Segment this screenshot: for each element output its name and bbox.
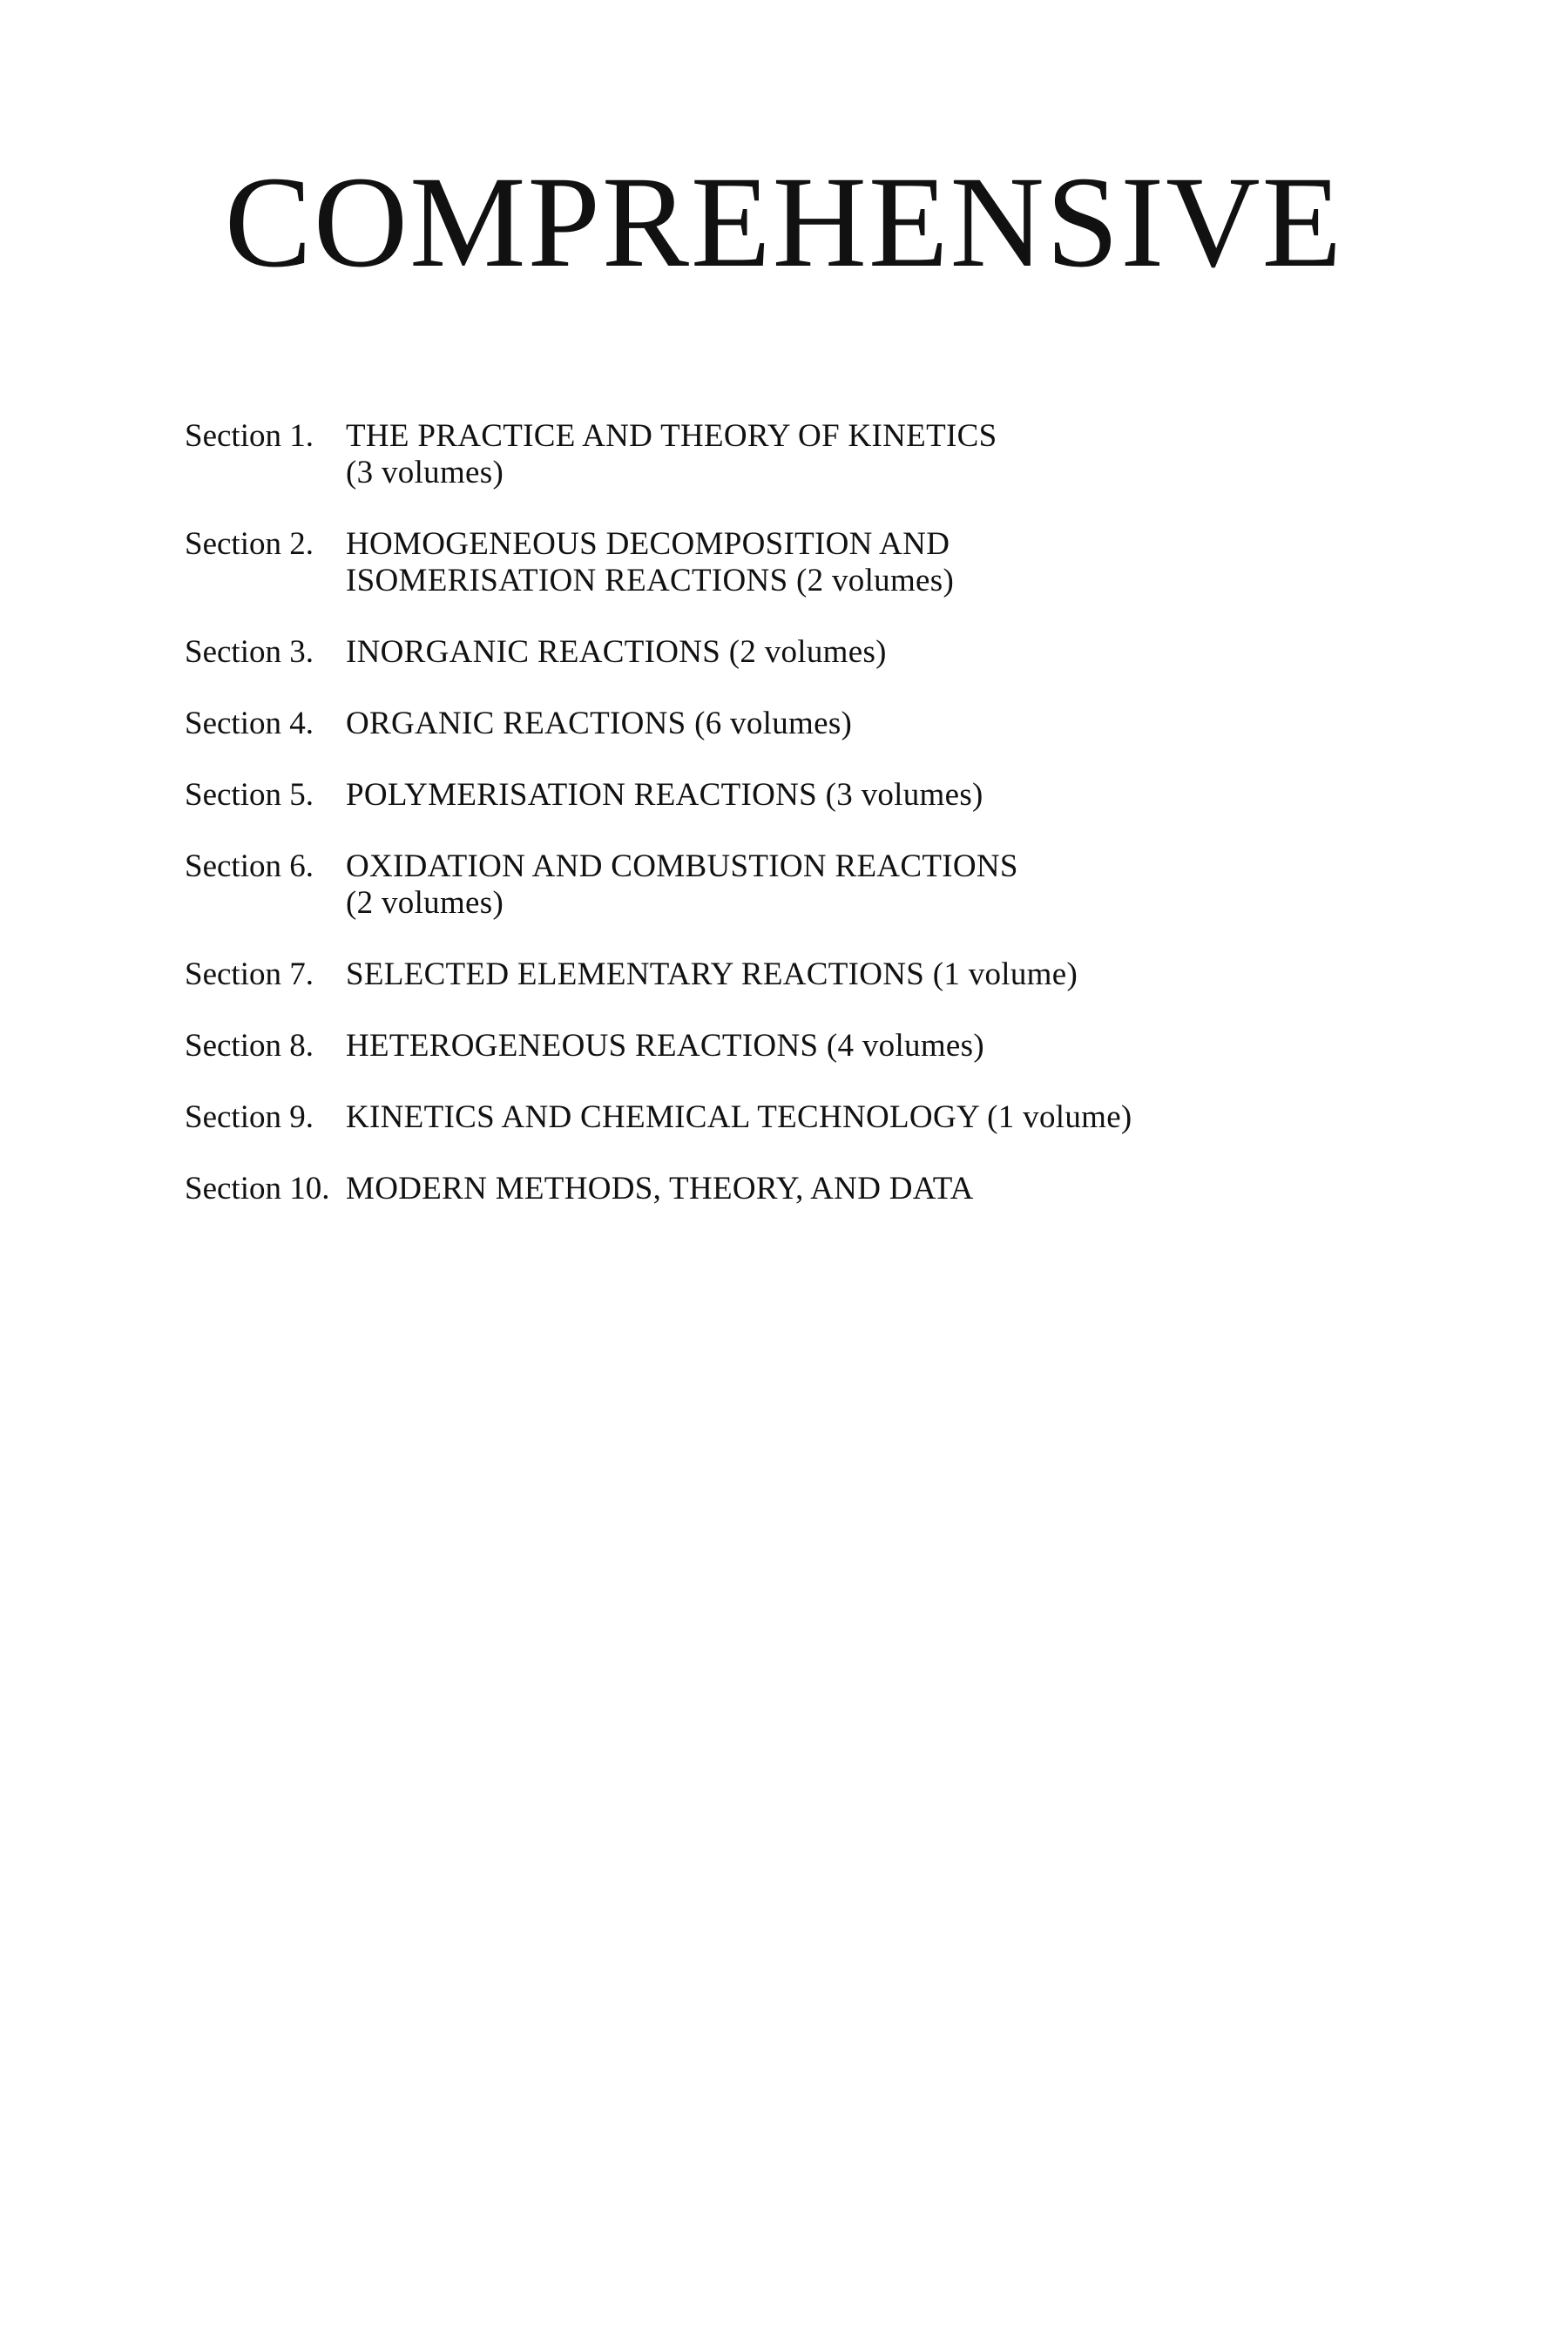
section-title: KINETICS AND CHEMICAL TECHNOLOGY (1 volume) (346, 1099, 1132, 1135)
page-title: COMPREHENSIVE (224, 150, 1344, 294)
section-title: SELECTED ELEMENTARY REACTIONS (1 volume) (346, 956, 1078, 992)
section-label: Section 1. (185, 418, 314, 454)
section-title: OXIDATION AND COMBUSTION REACTIONS (2 volumes) (346, 848, 1018, 921)
section-label: Section 4. (185, 706, 314, 741)
section-entry-6 (185, 848, 1448, 922)
section-title: HETEROGENEOUS REACTIONS (4 volumes) (346, 1028, 984, 1064)
section-title: POLYMERISATION REACTIONS (3 volumes) (346, 777, 983, 813)
section-title: THE PRACTICE AND THEORY OF KINETICS (3 volumes) (346, 418, 997, 490)
section-label: Section 3. (185, 634, 314, 670)
section-label: Section 2. (185, 526, 314, 562)
section-entry-3 (185, 634, 1448, 671)
section-entry-9 (185, 1099, 1448, 1136)
section-entry-2 (185, 526, 1448, 599)
section-label: Section 10. (185, 1171, 330, 1206)
section-label: Section 8. (185, 1028, 314, 1064)
section-entry-8 (185, 1028, 1448, 1064)
section-label: Section 5. (185, 777, 314, 813)
section-entry-4 (185, 706, 1448, 742)
section-entry-10 (185, 1171, 1448, 1207)
section-title: MODERN METHODS, THEORY, AND DATA (346, 1171, 974, 1206)
section-label: Section 6. (185, 848, 314, 884)
section-entry-5 (185, 777, 1448, 814)
section-entry-7 (185, 956, 1448, 993)
section-label: Section 9. (185, 1099, 314, 1135)
section-entry-1 (185, 418, 1448, 491)
section-title: ORGANIC REACTIONS (6 volumes) (346, 706, 853, 741)
section-label: Section 7. (185, 956, 314, 992)
section-list (185, 418, 1448, 1207)
section-title: INORGANIC REACTIONS (2 volumes) (346, 634, 887, 670)
section-title: HOMOGENEOUS DECOMPOSITION AND ISOMERISATION REACTIONS (2 volumes) (346, 526, 955, 598)
